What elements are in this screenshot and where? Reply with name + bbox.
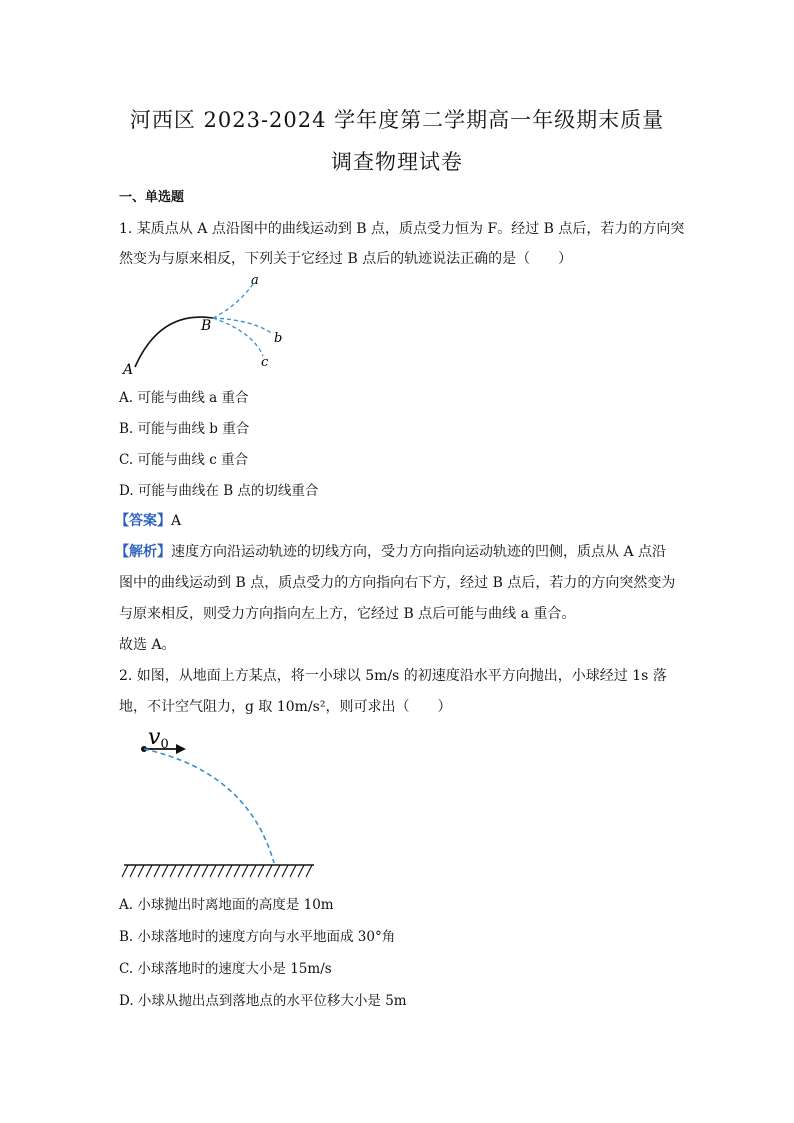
- q1-answer: [115, 510, 181, 530]
- curve-b: [213, 318, 273, 334]
- analysis-tag: 【解析】: [115, 544, 171, 560]
- q1-conclusion: 故选 A。: [119, 637, 176, 653]
- label-B: B: [201, 318, 212, 334]
- velocity-arrowhead: [176, 744, 186, 754]
- projectile-path: [144, 749, 274, 863]
- curve-c: [213, 318, 263, 356]
- answer-value: A: [171, 513, 182, 529]
- q1-analysis-line2: 图中的曲线运动到 B 点，质点受力的方向指向右下方，经过 B 点后，若力的方向突然变为: [119, 575, 676, 591]
- label-A: A: [123, 362, 134, 378]
- q1-stem-line2: 然变为与原来相反，下列关于它经过 B 点后的轨迹说法正确的是（ ）: [119, 251, 573, 267]
- q2-stem-line1: 2. 如图，从地面上方某点，将一小球以 5m/s 的初速度沿水平方向抛出，小球经过 1s 落: [119, 668, 667, 684]
- curve-a: [213, 284, 253, 318]
- label-c: c: [261, 355, 269, 370]
- q2-projectile-figure: [118, 722, 328, 882]
- section-heading: 一、单选题: [119, 190, 185, 205]
- analysis-text1: 速度方向沿运动轨迹的切线方向，受力方向指向运动轨迹的凹侧，质点从 A 点沿: [171, 544, 667, 560]
- label-b: b: [274, 331, 283, 346]
- label-a: a: [251, 273, 259, 288]
- q2-option-c: C. 小球落地时的速度大小是 15m/s: [119, 961, 332, 977]
- q1-option-d: D. 可能与曲线在 B 点的切线重合: [119, 483, 319, 499]
- exam-title-line2: 调查物理试卷: [331, 150, 463, 174]
- label-v0: v0: [148, 725, 169, 752]
- q1-option-b: B. 可能与曲线 b 重合: [119, 421, 250, 437]
- q1-analysis-line1: [115, 541, 666, 561]
- q2-option-d: D. 小球从抛出点到落地点的水平位移大小是 5m: [119, 993, 407, 1009]
- q2-stem-line2: 地，不计空气阻力，g 取 10m/s²，则可求出（ ）: [119, 699, 452, 715]
- q2-option-a: A. 小球抛出时离地面的高度是 10m: [119, 897, 334, 913]
- q1-stem-line1: 1. 某质点从 A 点沿图中的曲线运动到 B 点，质点受力恒为 F。经过 B 点后，若力的方向突: [119, 221, 685, 237]
- exam-title-line1: 河西区 2023-2024 学年度第二学期高一年级期末质量: [129, 108, 665, 132]
- q1-trajectory-figure: [115, 270, 295, 380]
- q1-option-a: A. 可能与曲线 a 重合: [119, 390, 249, 406]
- q1-option-c: C. 可能与曲线 c 重合: [119, 452, 249, 468]
- q1-analysis-line3: 与原来相反，则受力方向指向左上方，它经过 B 点后可能与曲线 a 重合。: [119, 606, 576, 622]
- ground-hatching: [122, 865, 312, 877]
- q2-option-b: B. 小球落地时的速度方向与水平地面成 30°角: [119, 929, 396, 945]
- answer-tag: 【答案】: [115, 513, 171, 529]
